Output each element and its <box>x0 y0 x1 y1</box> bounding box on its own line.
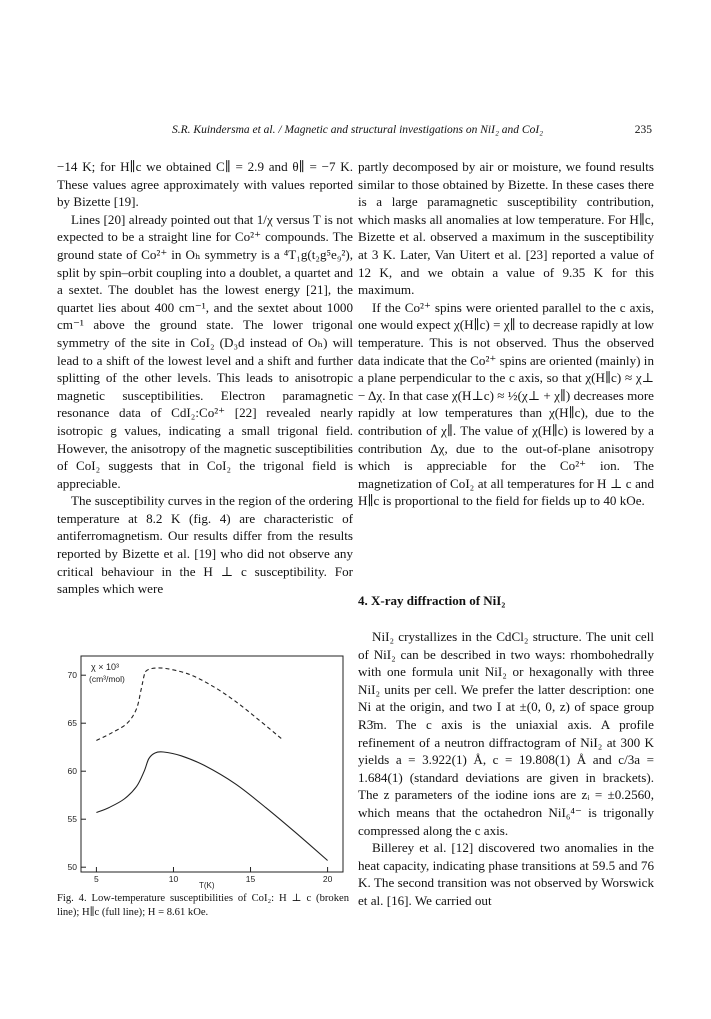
x-axis-label: T(K) <box>199 881 215 890</box>
paragraph: If the Co²⁺ spins were oriented parallel to the c axis, one would expect χ(H∥c) = χ∥ to decrease rapidly at low temperature. This is not observed. Thus the observed data indicate that the Co²⁺ spins are oriented (mainly) in a plane perpendicular to the c axis, so that χ(H∥c) ≈ χ⊥ − Δχ. In that case χ(H⊥c) ≈ ½(χ⊥ + χ∥) decreases more rapidly at low temperatures than χ(H∥c), due to the contribution of χ∥. The value of χ(H∥c) is lowered by a contribution Δχ, due to the out-of-plane anisotropy which is appreciable for the Co²⁺ ion. The magnetization of CoI₂ at all temperatures for H ⊥ c and H∥c is proportional to the field for fields up to 40 kOe. <box>358 299 654 509</box>
x-tick-label: 20 <box>322 874 333 884</box>
paragraph: The susceptibility curves in the region of the ordering temperature at 8.2 K (fig. 4) are characteristic of antiferromagnetism. Our results differ from the results reported by Bizette et al. [19] who did not observe any critical behaviour in the H ⊥ c susceptibility. For samples which were <box>57 493 353 597</box>
x-tick-label: 5 <box>94 874 99 884</box>
paragraph: −14 K; for H∥c we obtained C∥ = 2.9 and θ∥ = −7 K. These values agree approximately with values reported by Bizette [19]. <box>57 159 353 210</box>
paragraph: partly decomposed by air or moisture, we found results similar to those obtained by Bizette. In these cases there is a large paramagnetic susceptibility contribution, which masks all anomalies at low temperature. For H∥c, Bizette et al. observed a maximum in the susceptibility at 3 K. Later, Van Uitert et al. [23] reported a value of 12 K, and we obtain a value of 9.35 K for this maximum. <box>358 159 654 298</box>
right-column-continued <box>358 628 654 910</box>
y-axis-unit: (cm³/mol) <box>89 674 125 684</box>
paragraph: NiI₂ crystallizes in the CdCl₂ structure. The unit cell of NiI₂ can be described in two ways: rhombohedrally with one formula unit NiI₂ or hexagonally with three NiI₂ units per cell. We prefer the latter description: one Ni at the origin, and two I at ±(0, 0, z) of space group R3̄m. The c axis is the uniaxial axis. A profile refinement of a neutron diffractogram of NiI₂ at 300 K yields a = 3.922(1) Å, c = 19.808(1) Å and c/3a = 1.684(1) (standard deviations are given in brackets). The z parameters of the iodine ions are zᵢ = ±0.2560, which means that the octahedron NiI₆⁴⁻ is trigonally compressed along the c axis. <box>358 629 654 838</box>
y-axis-label: χ × 10³ <box>91 662 119 672</box>
y-tick-label: 65 <box>67 718 77 729</box>
x-tick-label: 15 <box>245 874 256 884</box>
section-heading: 4. X-ray diffraction of NiI₂ <box>358 593 506 608</box>
right-column <box>358 158 654 510</box>
figure-caption: Fig. 4. Low-temperature susceptibilities of CoI₂: H ⊥ c (broken line); H∥c (full line); H = 8.61 kOe. <box>57 893 349 918</box>
figure-4 <box>57 652 347 892</box>
susceptibility-chart <box>57 652 347 892</box>
page-number: 235 <box>634 124 652 136</box>
running-header <box>60 124 652 144</box>
paragraph: Lines [20] already pointed out that 1/χ versus T is not expected to be a straight line for Co²⁺ compounds. The ground state of Co²⁺ in Oₕ symmetry is a ⁴T₁g(t₂g⁵e₉²), split by spin–orbit coupling into a doublet, a quartet and a sextet. The doublet has the lowest energy [21], the quartet lies about 400 cm⁻¹, and the sextet about 1000 cm⁻¹ above the ground state. The lower trigonal symmetry of the site in CoI₂ (D₃d instead of Oₕ) will lead to a shift of the lowest level and a shift and further splitting of the other levels. This leads to anisotropic magnetic susceptibilities. Electron paramagnetic resonance data of CdI₂:Co²⁺ [22] revealed nearly isotropic g values, indicating a small trigonal field. However, the anisotropy of the magnetic susceptibilities of CoI₂ suggests that in CoI₂ the trigonal field is appreciable. <box>57 211 353 491</box>
y-tick-label: 60 <box>67 766 77 777</box>
y-tick-label: 55 <box>67 814 77 825</box>
y-tick-label: 70 <box>67 670 77 681</box>
series-line-h-par-c <box>96 752 327 861</box>
x-tick-label: 10 <box>168 874 179 884</box>
running-head: S.R. Kuindersma et al. / Magnetic and structural investigations on NiI₂ and CoI₂ <box>172 124 544 136</box>
y-tick-label: 50 <box>67 862 77 873</box>
left-column <box>57 158 353 598</box>
paragraph: Billerey et al. [12] discovered two anomalies in the heat capacity, indicating phase transitions at 59.5 and 76 K. The second transition was not observed by Worswick et al. [16]. We carried out <box>358 840 654 908</box>
